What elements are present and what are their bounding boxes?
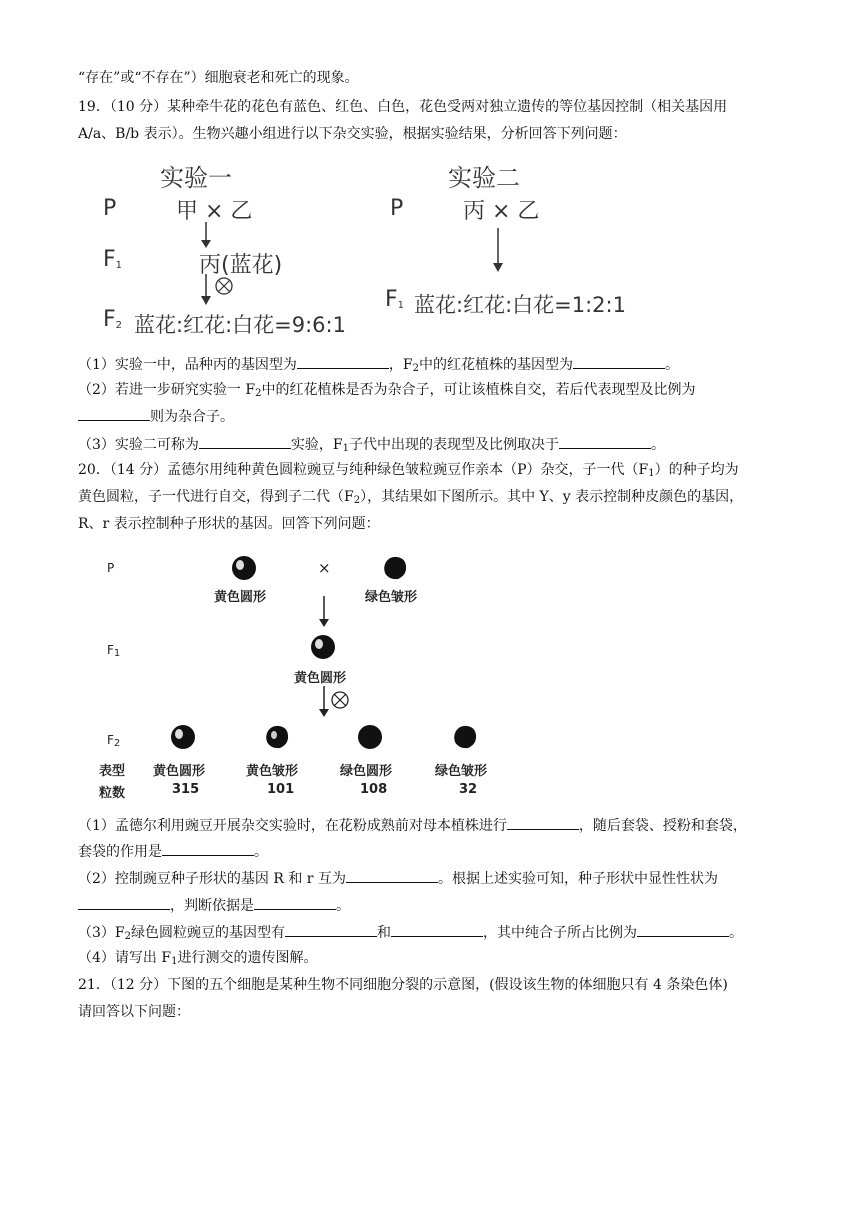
- q20-sub4: （4）请写出 $F_1$进行测交的遗传图解。: [78, 950, 318, 967]
- exp1-f2-label: $F_2$: [103, 307, 123, 332]
- exp2-f1-result: 蓝花:红花:白花=1:2:1: [414, 293, 626, 317]
- yellow-round-seed-icon: [229, 553, 259, 583]
- pea-f1-label: $F_1$: [107, 643, 121, 659]
- q20-sub2-cont: ，判断依据是 。: [78, 895, 350, 916]
- q19-sub2-cont: 则为杂合子。: [78, 406, 234, 427]
- q20-sub1: （1）孟德尔利用豌豆开展杂交实验时，在花粉成熟前对母本植株进行 ，随后套袋、授粉和套袋，: [78, 815, 747, 836]
- green-wrinkled-seed-icon: [380, 553, 410, 583]
- f2-count-4: 32: [459, 782, 478, 797]
- q19-sub2: （2）若进一步研究实验一 $F_2$中的红花植株是否为杂合子，可让该植株自交，若后代表现型及比例为: [78, 382, 696, 399]
- q20-heading: 20．（14 分）孟德尔用纯种黄色圆粒豌豆与纯种绿色皱粒豌豆作亲本（P）杂交，子一代$(F_1)$的种子均为: [78, 462, 739, 479]
- q20-heading-cont: 黄色圆粒，子一代进行自交，得到子二代$(F_2)$，其结果如下图所示。其中 Y、y 表示控制种皮颜色的基因，: [78, 489, 744, 506]
- f2-green-wrinkled-seed-icon: [450, 722, 480, 752]
- f2-type-1: 黄色圆形: [153, 764, 206, 779]
- exp1-title: 实验一: [160, 164, 232, 192]
- exp2-arrow: [488, 226, 508, 276]
- exp1-arrow-1: [196, 220, 216, 250]
- answer-blank[interactable]: [285, 922, 377, 937]
- exp1-selfing-arrow: [196, 272, 246, 308]
- q19-sub1: （1）实验一中，品种丙的基因型为 ，$F_2$中的红花植株的基因型为 。: [78, 354, 679, 375]
- f2-type-4: 绿色皱形: [435, 764, 488, 779]
- q19-sub3: （3）实验二可称为 实验，$F_1$子代中出现的表现型及比例取决于 。: [78, 434, 665, 455]
- answer-blank[interactable]: [637, 922, 729, 937]
- pea-selfing-arrow: [314, 684, 358, 720]
- pea-row-type-label: 表型: [99, 764, 126, 779]
- q21-heading-cont: 请回答以下问题：: [78, 1004, 190, 1020]
- pea-row-count-label: 粒数: [99, 786, 126, 801]
- f2-green-round-seed-icon: [355, 722, 385, 752]
- answer-blank[interactable]: [559, 434, 651, 449]
- answer-blank[interactable]: [346, 868, 438, 883]
- q20-sub1-cont: 套袋的作用是 。: [78, 841, 268, 862]
- q20-heading-cont2: R、r 表示控制种子形状的基因。回答下列问题：: [78, 516, 380, 532]
- exp1-p-label: P: [103, 196, 117, 221]
- f2-yellow-round-seed-icon: [168, 722, 198, 752]
- q19-heading: 19．（10 分）某种牵牛花的花色有蓝色、红色、白色，花色受两对独立遗传的等位基因控制（相关基因用: [78, 99, 728, 115]
- exp2-p-label: P: [390, 196, 404, 221]
- answer-blank[interactable]: [78, 895, 170, 910]
- exp2-cross: 丙 × 乙: [463, 199, 540, 224]
- answer-blank[interactable]: [199, 434, 291, 449]
- exp2-f1-label: $F_1$: [385, 287, 405, 312]
- q21-heading: 21．（12 分）下图的五个细胞是某种生物不同细胞分裂的示意图，(假设该生物的体细胞只有 4 条染色体): [78, 977, 728, 993]
- exp1-f1-result: 丙(蓝花): [199, 253, 283, 278]
- f2-count-2: 101: [267, 782, 295, 797]
- exp1-f2-result: 蓝花:红花:白花=9:6:1: [134, 313, 346, 337]
- f2-type-2: 黄色皱形: [246, 764, 299, 779]
- q20-sub3: $(3)F_2$绿色圆粒豌豆的基因型有 和 ，其中纯合子所占比例为 。: [78, 922, 743, 943]
- pea-arrow-1: [314, 594, 334, 630]
- answer-blank[interactable]: [162, 841, 254, 856]
- answer-blank[interactable]: [254, 895, 336, 910]
- pea-p2-label: 绿色皱形: [365, 590, 418, 605]
- pea-p1-label: 黄色圆形: [214, 590, 267, 605]
- exp1-cross: 甲 × 乙: [176, 199, 253, 224]
- answer-blank[interactable]: [78, 406, 150, 421]
- exp2-title: 实验二: [448, 164, 520, 192]
- intro-text: “存在”或“不存在”）细胞衰老和死亡的现象。: [78, 70, 359, 86]
- pea-f2-label: $F_2$: [107, 733, 121, 749]
- f2-count-1: 315: [172, 782, 200, 797]
- answer-blank[interactable]: [297, 354, 389, 369]
- exp1-f1-label: $F_1$: [103, 247, 123, 272]
- pea-f1-result: 黄色圆形: [294, 671, 347, 686]
- f2-type-3: 绿色圆形: [340, 764, 393, 779]
- pea-p-label: P: [107, 561, 115, 575]
- f2-count-3: 108: [360, 782, 388, 797]
- f1-seed-icon: [308, 632, 338, 662]
- answer-blank[interactable]: [573, 354, 665, 369]
- answer-blank[interactable]: [507, 815, 579, 830]
- q20-sub2: （2）控制豌豆种子形状的基因 R 和 r 互为 。根据上述实验可知，种子形状中显性性状为: [78, 868, 718, 889]
- pea-cross: ×: [318, 559, 331, 577]
- q19-heading-cont: A/a、B/b 表示）。生物兴趣小组进行以下杂交实验，根据实验结果，分析回答下列问题：: [78, 126, 627, 142]
- f2-yellow-wrinkled-seed-icon: [262, 722, 292, 752]
- answer-blank[interactable]: [391, 922, 483, 937]
